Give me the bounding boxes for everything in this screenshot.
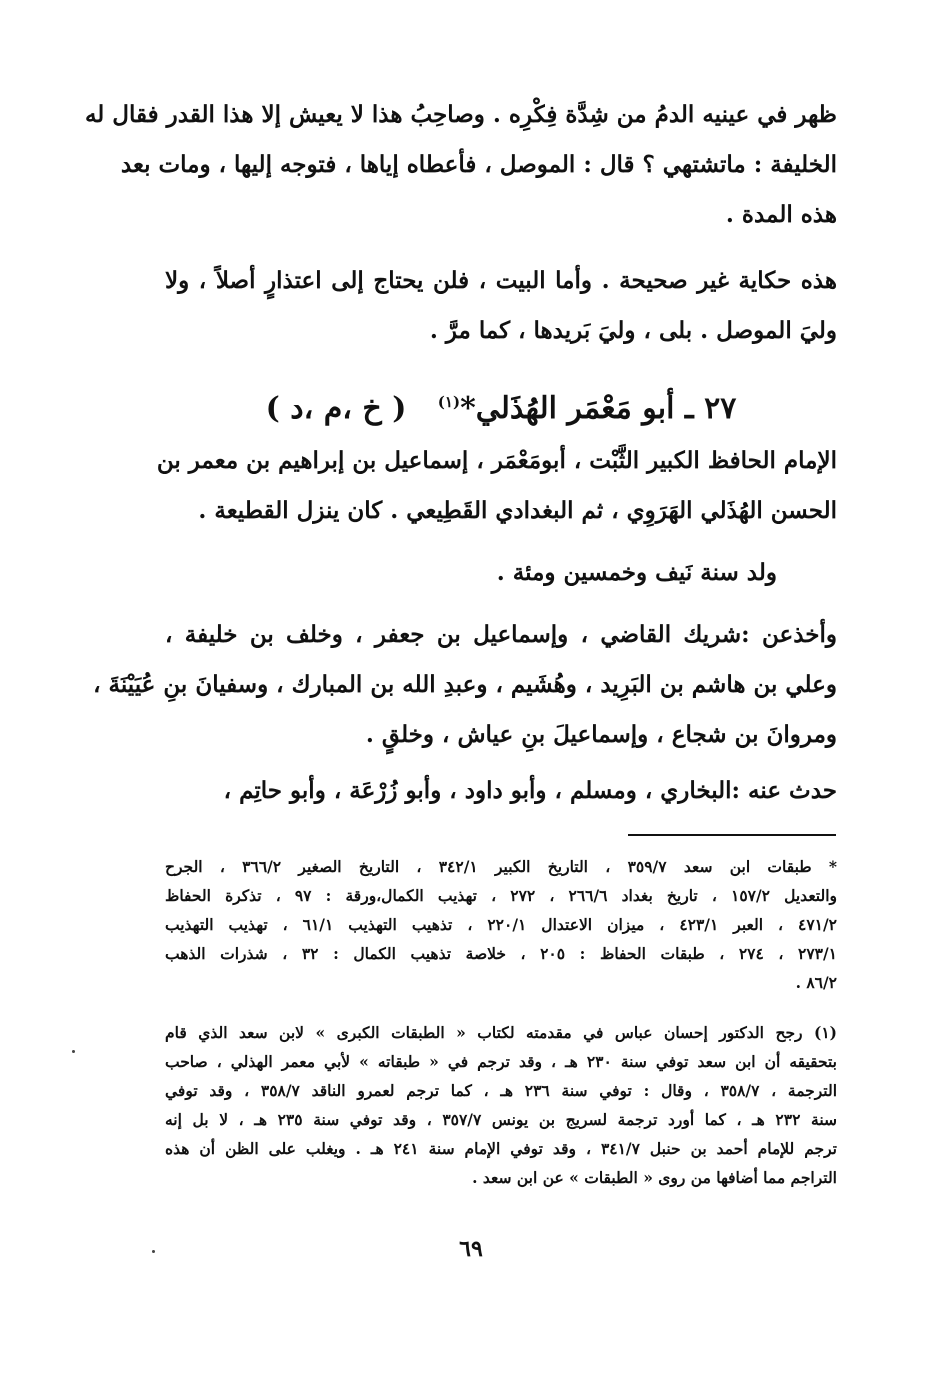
text-line: هذه حكاية غير صحيحة . وأما البيت ، فلن يحتاج إلى اعتذارٍ أصلاً ، ولا	[165, 267, 837, 294]
scan-speck	[72, 1050, 75, 1053]
page-number: ٦٩	[459, 1236, 483, 1262]
text-line: حدث عنه :البخاري ، ومسلم ، وأبو داود ، وأبو زُرْعَة ، وأبو حاتِم ،	[223, 777, 837, 804]
footnote-line: ٢٧٣/١ ، ٢٧٤ ، طبقات الحفاظ : ٢٠٥ ، خلاصة تذهيب الكمال : ٣٢ ، شذرات الذهب	[165, 944, 837, 963]
footnote-line: التراجم مما أضافها من روى « الطبقات » عن ابن سعد .	[472, 1168, 837, 1187]
footnote-separator	[628, 834, 836, 836]
text-line: هذه المدة .	[725, 201, 837, 228]
paragraph-story-end	[84, 90, 837, 240]
footnote-line: ترجم للإمام أحمد بن حنبل ٣٤١/٧ ، وقد توفي الإمام سنة ٢٤١ هـ . ويغلب على الظن أن هذه	[165, 1139, 837, 1158]
text-line: ومروانَ بن شجاع ، وإسماعيلَ بنِ عياش ، وخلقٍ .	[365, 721, 837, 748]
entry-heading	[165, 378, 837, 426]
footnote-line: (١) رجح الدكتور إحسان عباس في مقدمته لكتاب « الطبقات الكبرى » لابن سعد الذي قام	[165, 1023, 837, 1042]
entry-number: ٢٧ ـ	[684, 391, 737, 426]
footnote-line: ٤٧١/٢ ، العبر ٤٢٣/١ ، ميزان الاعتدال ٢٢٠/١ ، تذهيب التهذيب ٦١/١ ، تهذيب التهذيب	[165, 915, 837, 934]
text-line: ظهر في عينيه الدمُ من شِدَّة فِكْرِه . وصاحِبُ هذا لا يعيش إلا هذا القدر فقال له	[84, 101, 837, 128]
footnote-1	[165, 1018, 837, 1192]
footnote-line: الترجمة ، ٣٥٨/٧ ، وقال : توفي سنة ٢٣٦ هـ ، كما ترجم لعمرو الناقد ٣٥٨/٧ ، وقد توفي	[165, 1081, 837, 1100]
scan-speck	[152, 1250, 155, 1253]
footnote-line: والتعديل ١٥٧/٢ ، تاريخ بغداد ٢٦٦/٦ ، ٢٧٢ ، تهذيب الكمال،ورقة : ٩٧ ، تذكرة الحفاظ	[165, 886, 837, 905]
text-line: وليَ الموصل . بلى ، وليَ بَريدها ، كما مرَّ .	[429, 317, 837, 344]
paragraph-students	[165, 766, 837, 816]
source-codes: ( خ ،م ،د )	[265, 391, 407, 426]
footnote-sources	[165, 852, 837, 997]
text-line: الإمام الحافظ الكبير الثَّبْت ، أبومَعْمَر ، إسماعيل بن إبراهيم بن معمر بن	[156, 447, 837, 474]
paragraph-teachers	[93, 610, 837, 760]
paragraph-identity	[156, 436, 837, 536]
footnote-ref: (١)	[437, 393, 461, 411]
text-line: وعلي بن هاشم بن البَرِيد ، وهُشَيم ، وعبدِ الله بن المبارك ، وسفيانَ بنِ عُيَيْنَةَ ،	[93, 671, 837, 698]
paragraph-critique	[165, 256, 837, 356]
footnote-line: ٨٦/٢ .	[795, 973, 837, 992]
footnote-line: بتحقيقه أن ابن سعد توفي سنة ٢٣٠ هـ ، وقد ترجم في « طبقاته » لأبي معمر الهذلي ، صاحب	[165, 1052, 837, 1071]
text-line: ولد سنة نَيف وخمسين ومئة .	[496, 559, 777, 586]
paragraph-birth	[165, 548, 837, 598]
text-line: وأخذعن :شريك القاضي ، وإسماعيل بن جعفر ، وخلف بن خليفة ،	[165, 621, 837, 648]
text-line: الحسن الهُذَلي الهَرَوِي ، ثم البغدادي القَطِيعي . كان ينزل القطيعة .	[198, 497, 837, 524]
footnote-line: * طبقات ابن سعد ٣٥٩/٧ ، التاريخ الكبير ٣٤٢/١ ، التاريخ الصغير ٣٦٦/٢ ، الجرح	[165, 857, 837, 876]
text-line: الخليفة : ماتشتهي ؟ قال : الموصل ، فأعطاه إياها ، فتوجه إليها ، ومات بعد	[120, 151, 837, 178]
footnote-line: سنة ٢٣٢ هـ ، كما أورد ترجمة لسريج بن يونس ٣٥٧/٧ ، وقد توفي سنة ٢٣٥ هـ ، لا بل إنه	[165, 1110, 837, 1129]
entry-name: أبو مَعْمَر الهُذَلي*	[460, 391, 675, 426]
